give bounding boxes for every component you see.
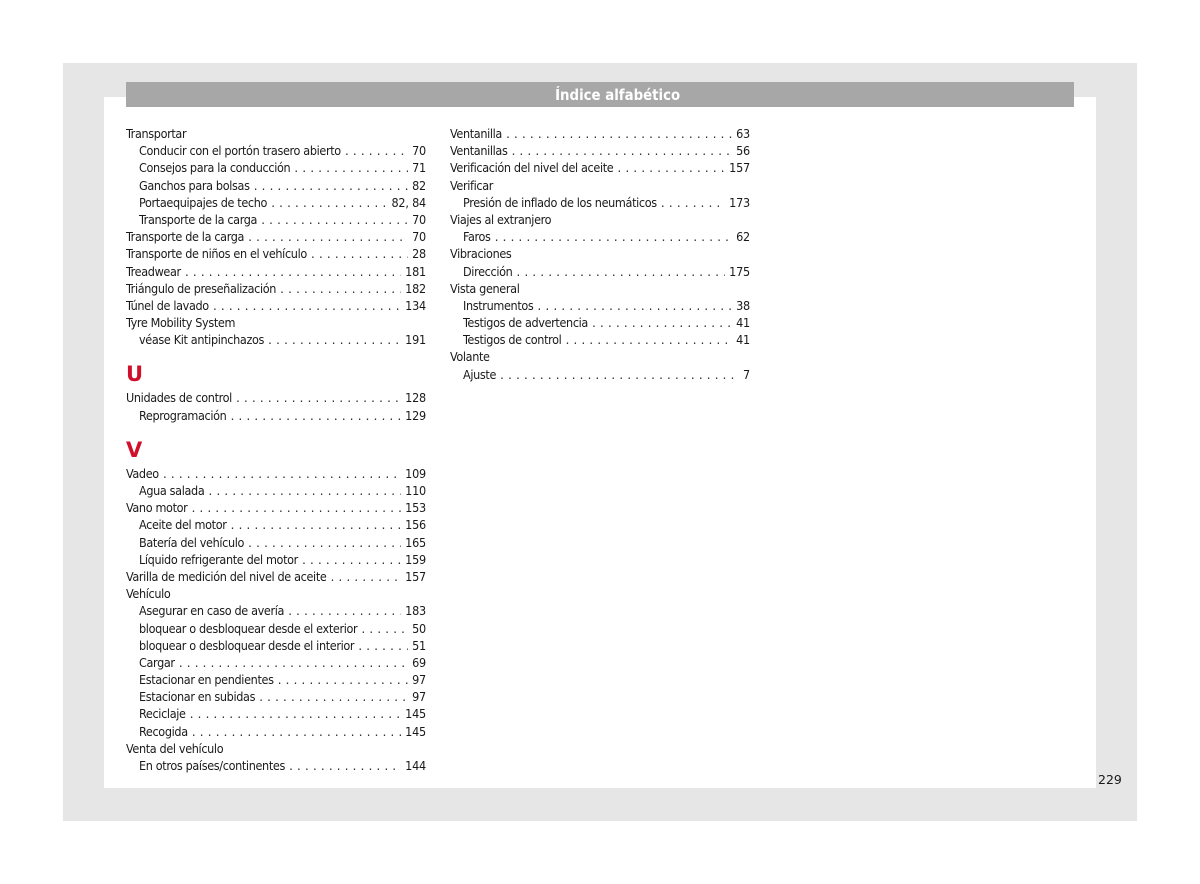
index-entry xyxy=(450,142,750,159)
index-subentry xyxy=(126,671,426,688)
index-subentry xyxy=(450,331,750,348)
dot-leader xyxy=(516,263,725,280)
dot-leader xyxy=(537,297,732,314)
entry-label: Conducir con el portón trasero abierto xyxy=(139,143,341,159)
index-entry xyxy=(126,585,426,602)
entry-label: Vadeo xyxy=(126,465,159,481)
index-subentry xyxy=(450,314,750,331)
entry-label: En otros países/continentes xyxy=(139,758,285,773)
dot-leader xyxy=(592,314,732,331)
entry-page-number: 128 xyxy=(405,390,426,406)
entry-label: Ventanillas xyxy=(450,143,508,159)
entry-label: Ganchos para bolsas xyxy=(139,177,250,193)
dot-leader xyxy=(330,568,401,585)
entry-label: Vibraciones xyxy=(450,246,512,262)
entry-label: Túnel de lavado xyxy=(126,297,209,313)
dot-leader xyxy=(289,757,401,774)
entry-label: Triángulo de preseñalización xyxy=(126,280,277,296)
entry-page-number: 50 xyxy=(412,620,426,636)
entry-page-number: 144 xyxy=(405,758,426,773)
entry-label: Tyre Mobility System xyxy=(126,315,236,331)
entry-label: Dirección xyxy=(463,263,513,279)
dot-leader xyxy=(288,602,401,619)
entry-page-number: 175 xyxy=(729,263,750,279)
dot-leader xyxy=(302,551,401,568)
index-entry xyxy=(126,465,426,482)
index-subentry xyxy=(126,407,426,424)
entry-page-number: 41 xyxy=(736,315,750,331)
index-entry xyxy=(126,280,426,297)
entry-page-number: 156 xyxy=(405,517,426,533)
entry-page-number: 145 xyxy=(405,706,426,722)
dot-leader xyxy=(495,228,733,245)
entry-label: Verificación del nivel del aceite xyxy=(450,160,614,176)
entry-label: bloquear o desbloquear desde el exterior xyxy=(139,620,358,636)
entry-page-number: 145 xyxy=(405,723,426,739)
entry-label: Faros xyxy=(463,229,491,245)
entry-page-number: 63 xyxy=(736,126,750,141)
index-entry xyxy=(126,314,426,331)
dot-leader xyxy=(358,637,408,654)
index-subentry xyxy=(126,534,426,551)
index-entry xyxy=(126,245,426,262)
entry-label: Reprogramación xyxy=(139,407,227,423)
entry-label: Volante xyxy=(450,349,490,365)
index-letter-heading xyxy=(126,424,426,462)
entry-label: Venta del vehículo xyxy=(126,740,224,756)
entry-page-number: 183 xyxy=(405,603,426,619)
entry-page-number: 159 xyxy=(405,551,426,567)
index-entry xyxy=(450,348,750,365)
entry-page-number: 70 xyxy=(412,143,426,159)
entry-page-number: 157 xyxy=(729,160,750,176)
index-subentry xyxy=(126,159,426,176)
entry-label: Transporte de la carga xyxy=(126,229,245,245)
entry-page-number: 82 xyxy=(412,177,426,193)
index-entry xyxy=(126,389,426,406)
index-subentry xyxy=(126,177,426,194)
index-subentry xyxy=(126,211,426,228)
dot-leader xyxy=(248,534,401,551)
dot-leader xyxy=(271,194,387,211)
entry-label: Viajes al extranjero xyxy=(450,211,552,227)
entry-page-number: 70 xyxy=(412,229,426,245)
index-subentry xyxy=(126,654,426,671)
index-column-left xyxy=(126,125,426,774)
index-subentry xyxy=(450,228,750,245)
index-entry xyxy=(126,263,426,280)
index-entry xyxy=(126,568,426,585)
dot-leader xyxy=(248,228,408,245)
entry-page-number: 181 xyxy=(405,263,426,279)
dot-leader xyxy=(617,159,725,176)
index-subentry xyxy=(450,297,750,314)
index-subentry xyxy=(126,757,426,774)
entry-label: Aceite del motor xyxy=(139,517,227,533)
index-entry xyxy=(450,177,750,194)
page-number: 229 xyxy=(1098,772,1122,787)
entry-page-number: 56 xyxy=(736,143,750,159)
dot-leader xyxy=(208,482,401,499)
entry-page-number: 110 xyxy=(405,483,426,498)
dot-leader xyxy=(311,245,408,262)
entry-label: Transporte de la carga xyxy=(139,211,258,227)
dot-leader xyxy=(259,688,408,705)
entry-label: Unidades de control xyxy=(126,390,232,406)
entry-page-number: 191 xyxy=(405,332,426,348)
entry-label: Estacionar en subidas xyxy=(139,689,256,705)
entry-page-number: 38 xyxy=(736,297,750,313)
entry-page-number: 129 xyxy=(405,407,426,423)
entry-label: Transporte de niños en el vehículo xyxy=(126,246,307,262)
index-subentry xyxy=(126,516,426,533)
index-entry xyxy=(450,125,750,142)
dot-leader xyxy=(661,194,725,211)
entry-page-number: 71 xyxy=(412,160,426,176)
entry-label: Transportar xyxy=(126,126,187,141)
dot-leader xyxy=(236,389,401,406)
dot-leader xyxy=(511,142,732,159)
dot-leader xyxy=(565,331,732,348)
dot-leader xyxy=(185,263,401,280)
dot-leader xyxy=(280,280,401,297)
dot-leader xyxy=(192,723,401,740)
dot-leader xyxy=(190,705,402,722)
index-subentry xyxy=(126,194,426,211)
index-entry xyxy=(126,228,426,245)
entry-label: Presión de inflado de los neumáticos xyxy=(463,194,657,210)
dot-leader xyxy=(268,331,401,348)
index-subentry xyxy=(126,705,426,722)
entry-label: Batería del vehículo xyxy=(139,534,245,550)
entry-page-number: 109 xyxy=(405,465,426,481)
dot-leader xyxy=(254,177,409,194)
dot-leader xyxy=(345,142,408,159)
dot-leader xyxy=(191,499,401,516)
entry-page-number: 97 xyxy=(412,672,426,688)
index-subentry xyxy=(126,723,426,740)
entry-label: Verificar xyxy=(450,177,494,193)
entry-page-number: 70 xyxy=(412,211,426,227)
entry-label: Reciclaje xyxy=(139,706,186,722)
index-entry xyxy=(126,499,426,516)
entry-page-number: 182 xyxy=(405,280,426,296)
entry-page-number: 157 xyxy=(405,568,426,584)
dot-leader xyxy=(506,125,732,142)
index-subentry xyxy=(450,194,750,211)
entry-label: Recogida xyxy=(139,723,188,739)
entry-label: Varilla de medición del nivel de aceite xyxy=(126,568,327,584)
index-letter: U xyxy=(126,362,144,387)
index-entry xyxy=(126,297,426,314)
dot-leader xyxy=(261,211,408,228)
entry-label: Portaequipajes de techo xyxy=(139,194,268,210)
dot-leader xyxy=(213,297,401,314)
index-letter: V xyxy=(126,437,143,462)
dot-leader xyxy=(231,516,402,533)
entry-label: Testigos de control xyxy=(463,332,562,348)
entry-page-number: 62 xyxy=(736,229,750,245)
entry-label: Vehículo xyxy=(126,586,171,602)
entry-label: Líquido refrigerante del motor xyxy=(139,551,298,567)
index-subentry xyxy=(126,688,426,705)
entry-page-number: 7 xyxy=(743,366,750,382)
entry-label: Agua salada xyxy=(139,483,205,498)
dot-leader xyxy=(294,159,408,176)
index-subentry xyxy=(126,142,426,159)
entry-label: Vista general xyxy=(450,280,520,296)
entry-label: Treadwear xyxy=(126,263,181,279)
entry-label: Testigos de advertencia xyxy=(463,315,588,331)
entry-label: Consejos para la conducción xyxy=(139,160,291,176)
dot-leader xyxy=(500,366,739,383)
index-entry xyxy=(450,245,750,262)
index-entry xyxy=(450,211,750,228)
entry-page-number: 134 xyxy=(405,297,426,313)
page-title: Índice alfabético xyxy=(555,86,681,104)
dot-leader xyxy=(163,465,401,482)
entry-label: Estacionar en pendientes xyxy=(139,672,274,688)
index-subentry xyxy=(126,620,426,637)
entry-page-number: 97 xyxy=(412,689,426,705)
entry-label: Asegurar en caso de avería xyxy=(139,603,285,619)
index-subentry xyxy=(126,637,426,654)
index-column-right xyxy=(450,125,750,383)
index-subentry xyxy=(450,263,750,280)
index-subentry xyxy=(126,482,426,499)
entry-label: Instrumentos xyxy=(463,297,534,313)
entry-label: Ajuste xyxy=(463,366,497,382)
index-subentry xyxy=(126,551,426,568)
entry-page-number: 165 xyxy=(405,534,426,550)
dot-leader xyxy=(278,671,409,688)
index-entry xyxy=(126,740,426,757)
entry-page-number: 69 xyxy=(412,654,426,670)
dot-leader xyxy=(179,654,408,671)
index-subentry xyxy=(126,331,426,348)
index-entry xyxy=(450,159,750,176)
entry-page-number: 153 xyxy=(405,500,426,516)
entry-label: bloquear o desbloquear desde el interior xyxy=(139,637,355,653)
dot-leader xyxy=(361,620,408,637)
entry-page-number: 51 xyxy=(412,637,426,653)
dot-leader xyxy=(230,407,401,424)
index-letter-heading xyxy=(126,348,426,386)
entry-page-number: 41 xyxy=(736,332,750,348)
index-entry xyxy=(450,280,750,297)
entry-page-number: 28 xyxy=(412,246,426,262)
entry-page-number: 82, 84 xyxy=(391,194,426,210)
entry-label: Vano motor xyxy=(126,500,188,516)
entry-page-number: 173 xyxy=(729,194,750,210)
entry-label: Cargar xyxy=(139,654,175,670)
index-subentry xyxy=(126,602,426,619)
entry-label: Ventanilla xyxy=(450,126,502,141)
index-entry xyxy=(126,125,426,142)
index-subentry xyxy=(450,366,750,383)
entry-label: véase Kit antipinchazos xyxy=(139,332,265,348)
